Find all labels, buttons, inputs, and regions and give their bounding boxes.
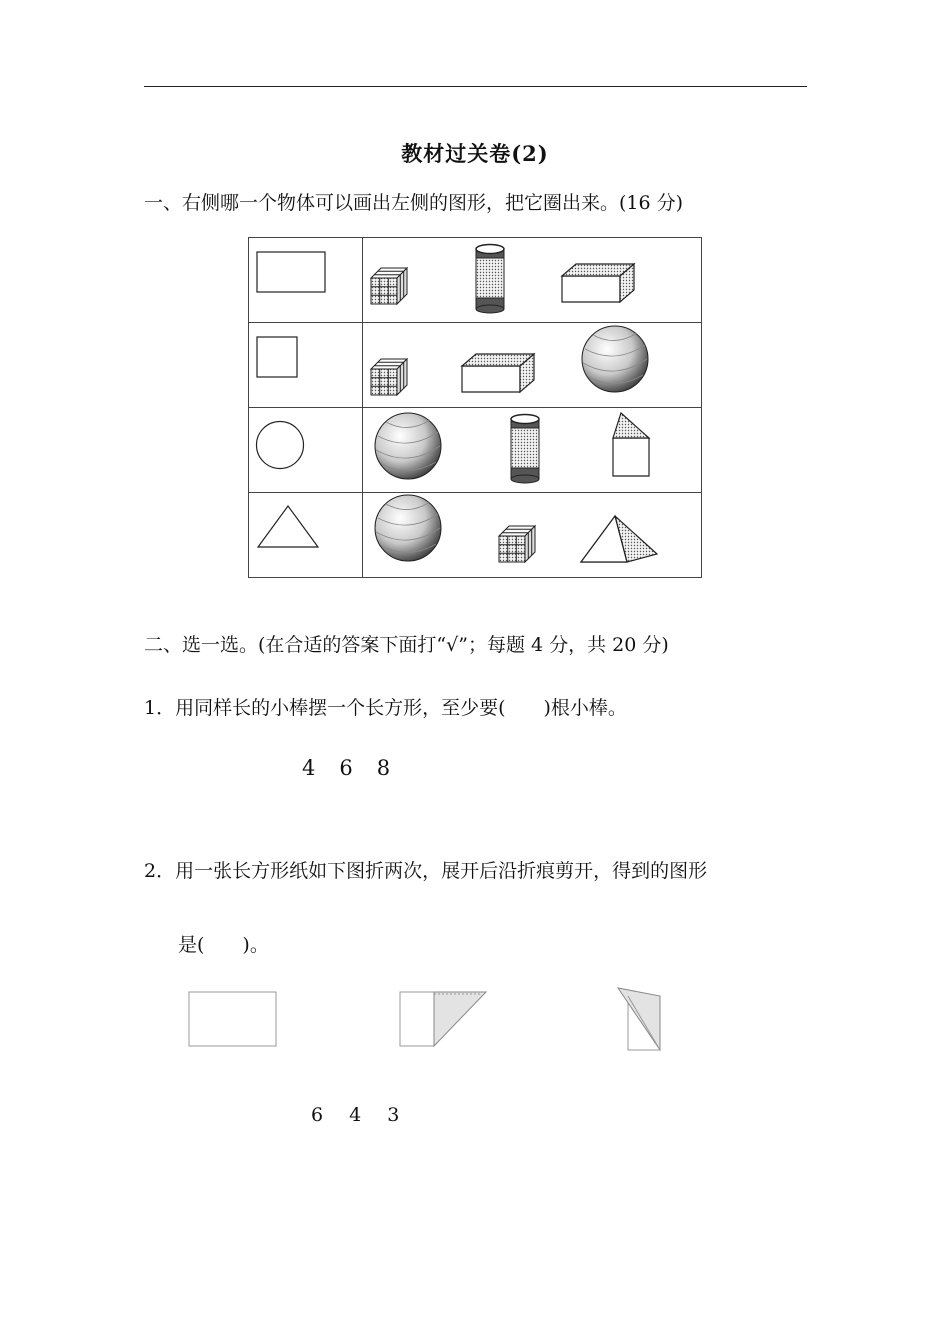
square-shape [257,337,297,377]
folding-diagram [180,980,700,1060]
option[interactable]: 3 [387,1104,400,1126]
circle-shape [257,422,304,469]
question2-text-line2: 是( )。 [178,934,269,956]
shape-cell [249,408,363,493]
objects-cell[interactable] [363,408,702,493]
table-row [249,408,702,493]
question2-text-line1: 2．用一张长方形纸如下图折两次，展开后沿折痕剪开，得到的图形 [144,860,708,882]
table-row [249,493,702,578]
triangular-prism-object[interactable] [581,516,657,562]
cylinder-object[interactable] [511,415,539,484]
paper-step1 [189,992,276,1046]
header-rule [144,86,807,87]
option[interactable]: 4 [349,1104,362,1126]
paper-step2 [400,992,486,1046]
table-row [249,323,702,408]
sphere-object[interactable] [582,326,648,392]
question1-text: 1．用同样长的小棒摆一个长方形，至少要( )根小棒。 [144,697,627,719]
cylinder-object[interactable] [476,245,504,314]
option[interactable]: 8 [376,756,391,780]
cuboid-object[interactable] [462,354,534,392]
option[interactable]: 6 [339,756,353,780]
section1-heading: 一、右侧哪一个物体可以画出左侧的图形，把它圈出来。(16 分) [144,192,684,214]
cuboid-object[interactable] [562,264,634,302]
rubiks-cube-object[interactable] [371,359,407,395]
objects-cell[interactable] [363,238,702,323]
shape-cell [249,493,363,578]
objects-cell[interactable] [363,493,702,578]
option[interactable]: 6 [311,1104,324,1126]
rubiks-cube-object[interactable] [371,268,407,304]
option[interactable]: 4 [302,756,316,780]
objects-cell[interactable] [363,323,702,408]
shape-cell [249,238,363,323]
question1-options [302,756,414,780]
house-prism-object[interactable] [613,413,649,476]
page-title: 教材过关卷(2) [401,141,549,166]
section2-heading: 二、选一选。(在合适的答案下面打“√”；每题 4 分，共 20 分) [144,634,669,656]
rubiks-cube-object[interactable] [499,526,535,562]
question2-options [311,1104,425,1126]
shape-object-table [248,237,702,578]
sphere-object[interactable] [375,495,441,561]
triangle-shape [258,506,318,547]
rectangle-shape [257,252,325,292]
sphere-object[interactable] [375,413,441,479]
shape-cell [249,323,363,408]
paper-step3 [618,988,660,1050]
table-row [249,238,702,323]
